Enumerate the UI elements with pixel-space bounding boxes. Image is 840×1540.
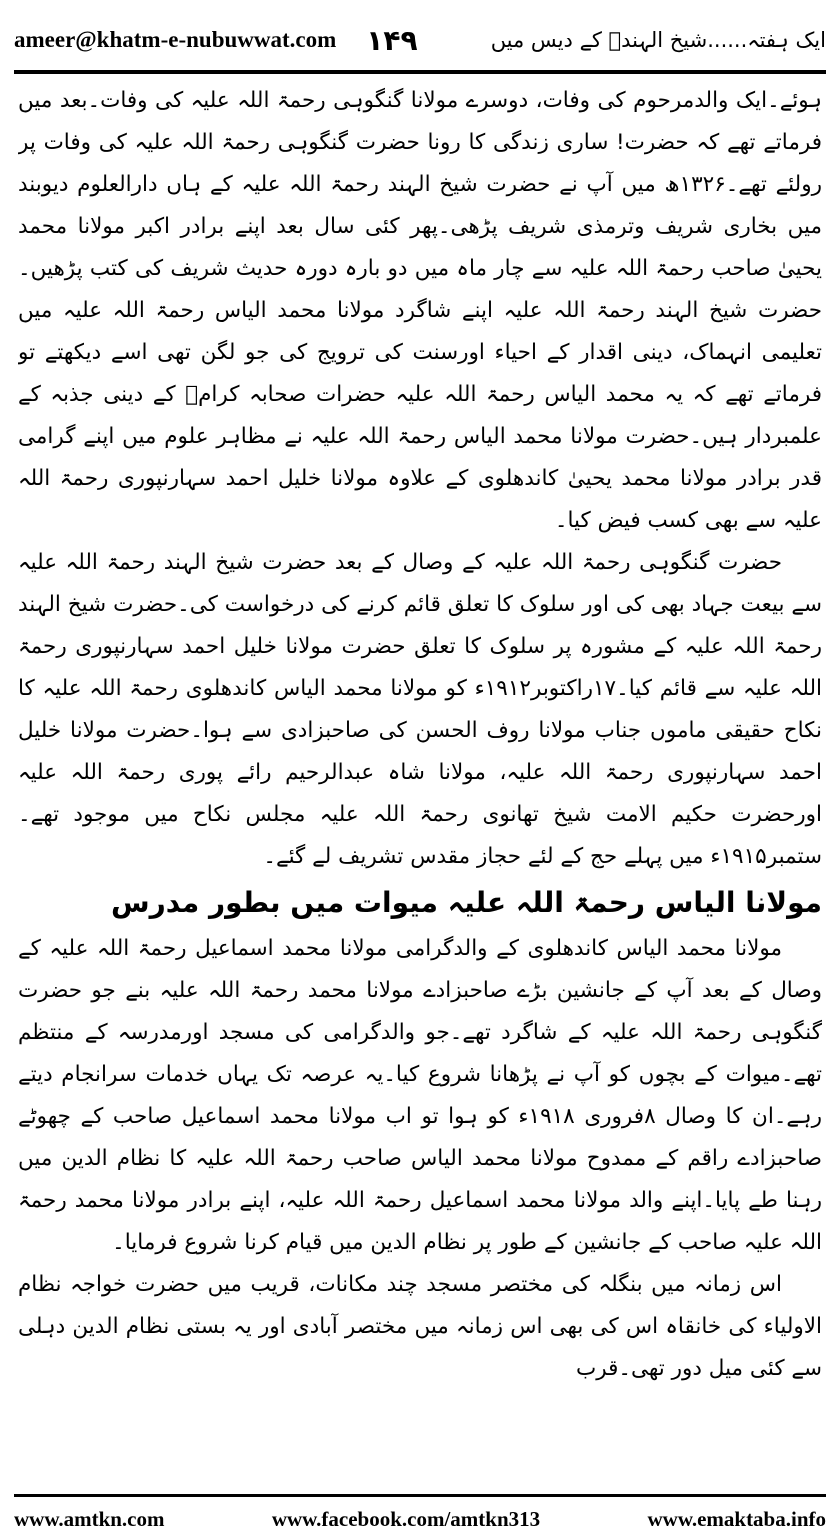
paragraph-3: مولانا محمد الیاس کاندھلوی کے والدگرامی مولانا محمد اسماعیل رحمۃ اللہ علیہ کے وصال کے بعد آپ کے جانشین بڑے صاحبزادے مولانا محمد رحمۃ اللہ علیہ بنے جو حضرت گنگوہی رحمۃ اللہ علیہ کے شاگرد تھے۔جو والدگرامی کی مسجد اورمدرسہ کے منتظم تھے۔میوات کے بچوں کو آپ نے پڑھانا شروع کیا۔یہ عرصہ تک یہاں خدمات سرانجام دیتے رہے۔ان کا وصال ۸فروری ۱۹۱۸ء کو ہوا تو اب مولانا محمد اسماعیل صاحب کے چھوٹے صاحبزادے راقم کے ممدوح مولانا محمد الیاس صاحب رحمۃ اللہ علیہ کا نظام الدین میں رہنا طے پایا۔اپنے والد مولانا محمد اسماعیل رحمۃ اللہ علیہ، اپنے برادر مولانا محمد رحمۃ اللہ علیہ صاحب کے جانشین کے طور پر نظام الدین میں قیام کرنا شروع فرمایا۔	[18, 936, 822, 1255]
header-email[interactable]: ameer@khatm-e-nubuwwat.com	[14, 27, 337, 52]
paragraph-2: حضرت گنگوہی رحمۃ اللہ علیہ کے وصال کے بعد حضرت شیخ الہند رحمۃ اللہ علیہ سے بیعت جہاد بھی کی اور سلوک کا تعلق قائم کرنے کی درخواست کی۔حضرت شیخ الہند رحمۃ اللہ علیہ کے مشورہ پر سلوک کا تعلق حضرت مولانا خلیل احمد سہارنپوری رحمۃ اللہ علیہ سے قائم کیا۔۱۷راکتوبر۱۹۱۲ء کو مولانا محمد الیاس کاندھلوی رحمۃ اللہ علیہ کا نکاح حقیقی ماموں جناب مولانا روف الحسن کی صاحبزادی سے ہوا۔حضرت مولانا خلیل احمد سہارنپوری رحمۃ اللہ علیہ، مولانا شاہ عبدالرحیم رائے پوری رحمۃ اللہ علیہ اورحضرت حکیم الامت شیخ تھانوی رحمۃ اللہ علیہ مجلس نکاح میں موجود تھے۔ستمبر۱۹۱۵ء میں پہلے حج کے لئے حجاز مقدس تشریف لے گئے۔	[18, 550, 822, 869]
footer-link-amtkn[interactable]: www.amtkn.com	[14, 1506, 165, 1531]
header-divider	[14, 70, 826, 74]
header-left-group	[14, 24, 418, 57]
page-number: ۱۴۹	[366, 23, 418, 57]
footer-divider	[14, 1494, 826, 1497]
footer-link-emaktaba[interactable]: www.emaktaba.info	[647, 1506, 826, 1531]
page-footer	[14, 1504, 826, 1534]
paragraph-1: ہوئے۔ایک والدمرحوم کی وفات، دوسرے مولانا گنگوہی رحمۃ اللہ علیہ کی وفات۔بعد میں فرماتے تھے کہ حضرت! ساری زندگی کا رونا حضرت گنگوہی رحمۃ اللہ علیہ کی وفات پر رولئے تھے۔۱۳۲۶ھ میں آپ نے حضرت شیخ الہند رحمۃ اللہ علیہ کے ہاں دارالعلوم دیوبند میں بخاری شریف وترمذی شریف پڑھی۔پھر کئی سال بعد اپنے برادر اکبر مولانا محمد یحییٰ صاحب رحمۃ اللہ علیہ سے چار ماہ میں دو بارہ دورہ حدیث شریف کی کتب پڑھیں۔حضرت شیخ الہند رحمۃ اللہ علیہ اپنے شاگرد مولانا محمد الیاس رحمۃ اللہ علیہ میں تعلیمی انہماک، دینی اقدار کے احیاء اورسنت کی ترویج کی جو لگن تھی اسے دیکھتے تو فرماتے تھے کہ یہ محمد الیاس رحمۃ اللہ علیہ حضرات صحابہ کرامؓ کے دینی جذبہ کے علمبردار ہیں۔حضرت مولانا محمد الیاس رحمۃ اللہ علیہ نے مظاہر علوم میں اپنے گرامی قدر برادر مولانا محمد یحییٰ کاندھلوی کے علاوہ مولانا خلیل احمد سہارنپوری رحمۃ اللہ علیہ سے بھی کسب فیض کیا۔	[18, 88, 822, 533]
page-header	[14, 14, 826, 66]
page-body	[18, 80, 822, 1488]
paragraph-4: اس زمانہ میں بنگلہ کی مختصر مسجد چند مکانات، قریب میں حضرت خواجہ نظام الاولیاء کی خانقاہ اس کی بھی اس زمانہ میں مختصر آبادی اور یہ بستی نظام الدین دہلی سے کئی میل دور تھی۔قرب	[18, 1272, 822, 1381]
running-title: ایک ہفتہ......شیخ الہندؒ کے دیس میں	[490, 28, 826, 52]
section-heading: مولانا الیاس رحمۃ اللہ علیہ میوات میں بطور مدرس	[110, 886, 822, 919]
footer-link-facebook[interactable]: www.facebook.com/amtkn313	[271, 1506, 541, 1531]
